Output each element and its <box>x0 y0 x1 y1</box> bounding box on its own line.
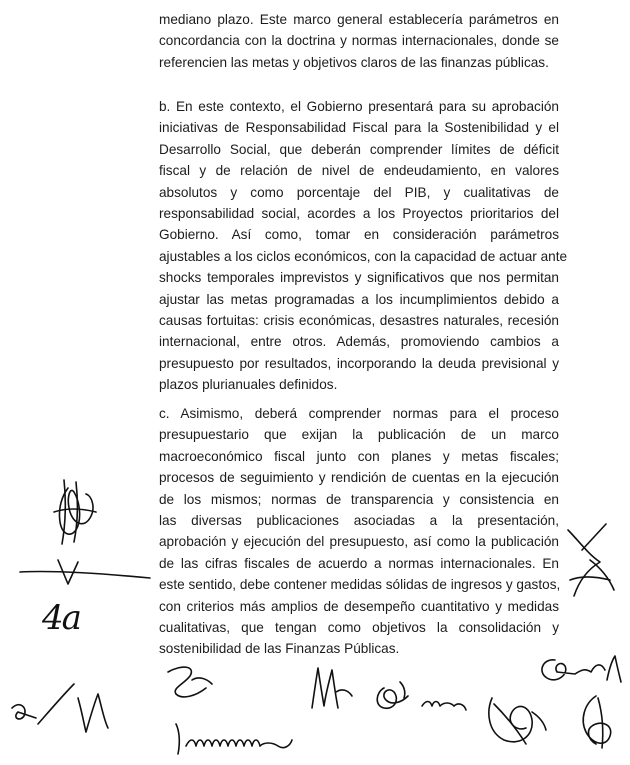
text-line: de las cifras fiscales de acuerdo a normas internacionales. En <box>159 555 559 571</box>
text-line: Desarrollo Social, que deberán comprender límites de déficit <box>159 141 559 157</box>
text-line: referencien las metas y objetivos claros de las finanzas públicas. <box>159 54 549 70</box>
text-line: cualitativas, que tengan como objetivos la consolidación y <box>159 620 559 636</box>
text-line: este sentido, debe contener medidas sólidas de ingresos y gastos, <box>159 577 561 593</box>
signature-bottom-4 <box>306 664 356 714</box>
text-line: plazos plurianuales definidos. <box>159 377 338 393</box>
text-line: aprobación y ejecución del presupuesto, así como la publicación <box>159 534 559 550</box>
text-line: de los mismos; normas de transparencia y consistencia en <box>159 491 559 507</box>
text-line: ajustables a los ciclos económicos, con la capacidad de actuar ante <box>159 248 568 264</box>
signature-bottom-7 <box>568 692 618 754</box>
text-line: las diversas publicaciones asociadas a la presentación, <box>159 513 559 529</box>
signature-bottom-3 <box>172 716 297 761</box>
text-line: procesos de seguimiento y rendición de cuentas en la ejecución <box>159 470 559 486</box>
signature-left-stroke <box>18 556 153 590</box>
text-line: ajustar las metas programadas a los incumplimientos debido a <box>159 291 559 307</box>
text-line: b. En este contexto, el Gobierno presentará para su aprobación <box>159 99 559 114</box>
text-line: Gobierno. Así como, tomar en consideración parámetros <box>159 227 559 243</box>
signature-bottom-1 <box>8 678 118 738</box>
text-line: c. Asimismo, deberá comprender normas para el proceso <box>159 406 559 421</box>
text-line: responsabilidad social, acordes a los Proyectos prioritarios del <box>159 206 559 222</box>
text-line: iniciativas de Responsabilidad Fiscal para la Sostenibilidad y el <box>159 120 559 136</box>
text-line: causas fortuitas: crisis económicas, desastres naturales, recesión <box>159 313 559 329</box>
paragraph-c <box>159 403 559 660</box>
text-line: presupuesto por resultados, incorporando la deuda previsional y <box>159 355 559 371</box>
signature-bottom-right <box>535 650 625 690</box>
signature-bottom-2 <box>162 662 222 702</box>
text-line: shocks temporales imprevistos y significativos que nos permitan <box>159 270 559 286</box>
text-line: macroeconómico fiscal junto con planes y metas fiscales; <box>159 448 559 464</box>
text-line: mediano plazo. Este marco general establecería parámetros en <box>159 12 559 27</box>
text-line: con criterios más amplios de desempeño cuantitativo y medidas <box>159 598 559 614</box>
text-line: fiscal y de relación de nivel de endeudamiento, en valores <box>159 163 559 179</box>
text-line: concordancia con la doctrina y normas internacionales, donde se <box>159 33 559 49</box>
signature-bottom-5 <box>370 676 470 721</box>
text-line: sostenibilidad de las Finanzas Públicas. <box>159 641 400 657</box>
text-line: absolutos y como porcentaje del PIB, y cualitativas de <box>159 184 559 200</box>
signature-bottom-6 <box>482 692 552 752</box>
signature-right-margin <box>560 520 620 610</box>
signature-left-margin <box>40 478 110 558</box>
paragraph-continuation <box>159 9 559 73</box>
margin-initials: 4a <box>42 598 80 638</box>
text-line: presupuestario que exijan la publicación de un marco <box>159 427 559 443</box>
paragraph-b <box>159 96 568 396</box>
text-line: internacional, entre otros. Además, promoviendo cambios a <box>159 334 559 350</box>
